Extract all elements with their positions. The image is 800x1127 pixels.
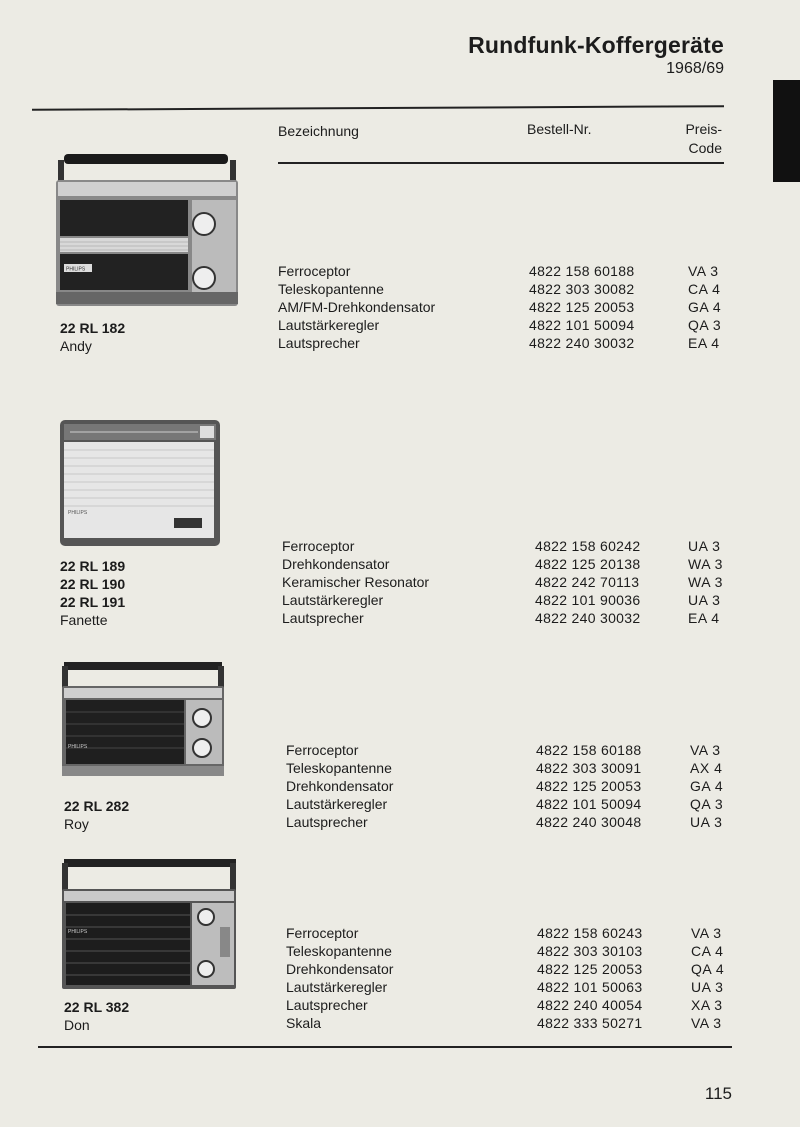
price-code: UA 3 [688, 592, 721, 608]
model-code: 22 RL 190 [60, 576, 126, 592]
model-code: 22 RL 382 [64, 999, 130, 1015]
model-block-roy [64, 797, 129, 833]
radio-brand-label-andy: PHILIPS [66, 266, 86, 273]
part-row [286, 813, 732, 831]
price-code: EA 4 [688, 335, 720, 351]
price-code: XA 3 [691, 997, 723, 1013]
parts-list-roy [286, 741, 732, 831]
column-header-code-line2: Code [688, 140, 722, 156]
price-code: VA 3 [690, 742, 721, 758]
part-number: 4822 333 50271 [537, 1015, 643, 1031]
price-code: AX 4 [690, 760, 723, 776]
part-row [286, 978, 732, 996]
part-number: 4822 101 50063 [537, 979, 643, 995]
part-row [278, 334, 728, 352]
column-header-code-line1: Preis- [685, 121, 722, 137]
part-name: Teleskopantenne [278, 281, 384, 297]
part-number: 4822 242 70113 [535, 574, 640, 590]
part-name: Ferroceptor [282, 538, 355, 554]
part-number: 4822 101 50094 [536, 796, 642, 812]
model-block-fanette [60, 557, 125, 629]
column-header-number: Bestell-Nr. [527, 121, 592, 137]
radio-photo-fanette [58, 418, 222, 548]
thumb-index-tab [773, 80, 800, 182]
part-row [278, 262, 728, 280]
model-code: 22 RL 189 [60, 558, 126, 574]
part-row [282, 609, 732, 627]
part-name: Drehkondensator [286, 961, 394, 977]
parts-list-fanette [282, 537, 732, 627]
page-title: Rundfunk-Koffergeräte [468, 32, 724, 58]
part-name: Teleskopantenne [286, 943, 392, 959]
part-name: Lautsprecher [286, 997, 368, 1013]
part-number: 4822 158 60242 [535, 538, 641, 554]
part-name: Teleskopantenne [286, 760, 392, 776]
part-name: Ferroceptor [286, 742, 359, 758]
part-name: Lautsprecher [278, 335, 360, 351]
radio-photo-roy [60, 660, 226, 778]
part-number: 4822 158 60188 [536, 742, 642, 758]
part-number: 4822 240 40054 [537, 997, 643, 1013]
bottom-rule [38, 1046, 732, 1048]
radio-brand-label-don: PHILIPS [68, 929, 88, 935]
model-code: 22 RL 191 [60, 594, 126, 610]
parts-list-andy [278, 262, 728, 352]
price-code: VA 3 [691, 925, 722, 941]
column-header-code [650, 120, 722, 158]
part-number: 4822 125 20053 [537, 961, 643, 977]
part-number: 4822 240 30048 [536, 814, 642, 830]
part-number: 4822 240 30032 [535, 610, 641, 626]
page-subtitle-year: 1968/69 [666, 60, 724, 77]
column-header-name: Bezeichnung [278, 123, 359, 139]
part-number: 4822 303 30091 [536, 760, 642, 776]
part-name: Lautsprecher [282, 610, 364, 626]
part-row [286, 777, 732, 795]
part-name: Keramischer Resonator [282, 574, 430, 590]
part-row [286, 960, 732, 978]
radio-brand-label-fanette: PHILIPS [68, 510, 88, 516]
page-number: 115 [704, 1084, 732, 1103]
part-name: Lautstärkeregler [282, 592, 384, 608]
part-number: 4822 303 30103 [537, 943, 643, 959]
part-row [282, 573, 732, 591]
part-number: 4822 158 60243 [537, 925, 643, 941]
price-code: GA 4 [688, 299, 722, 315]
part-name: AM/FM-Drehkondensator [278, 299, 436, 315]
part-number: 4822 101 50094 [529, 317, 635, 333]
header-rule [278, 162, 724, 164]
price-code: QA 3 [690, 796, 724, 812]
price-code: EA 4 [688, 610, 720, 626]
part-name: Lautstärkeregler [278, 317, 380, 333]
part-number: 4822 101 90036 [535, 592, 641, 608]
parts-list-don [286, 924, 732, 1032]
radio-photo-andy [54, 152, 240, 308]
model-code: 22 RL 282 [64, 798, 130, 814]
part-row [278, 298, 728, 316]
price-code: WA 3 [688, 556, 723, 572]
model-name: Andy [60, 338, 92, 354]
part-row [286, 1014, 732, 1032]
part-row [286, 795, 732, 813]
price-code: GA 4 [690, 778, 724, 794]
radio-brand-label-roy: PHILIPS [68, 744, 88, 750]
part-row [286, 741, 732, 759]
part-number: 4822 158 60188 [529, 263, 635, 279]
part-row [282, 537, 732, 555]
part-name: Ferroceptor [286, 925, 359, 941]
part-row [286, 924, 732, 942]
part-row [282, 591, 732, 609]
part-number: 4822 125 20138 [535, 556, 641, 572]
price-code: VA 3 [688, 263, 719, 279]
model-name: Don [64, 1017, 90, 1033]
price-code: CA 4 [688, 281, 721, 297]
price-code: UA 3 [688, 538, 721, 554]
part-name: Drehkondensator [286, 778, 394, 794]
part-name: Drehkondensator [282, 556, 390, 572]
radio-photo-don [60, 857, 238, 991]
part-name: Ferroceptor [278, 263, 351, 279]
price-code: QA 3 [688, 317, 722, 333]
price-code: CA 4 [691, 943, 724, 959]
price-code: VA 3 [691, 1015, 722, 1031]
price-code: QA 4 [691, 961, 725, 977]
part-number: 4822 125 20053 [536, 778, 642, 794]
top-rule [32, 105, 724, 111]
model-code: 22 RL 182 [60, 320, 126, 336]
part-row [282, 555, 732, 573]
part-row [278, 316, 728, 334]
part-name: Lautstärkeregler [286, 796, 388, 812]
model-name: Fanette [60, 612, 108, 628]
part-name: Lautstärkeregler [286, 979, 388, 995]
model-block-don [64, 998, 129, 1034]
part-number: 4822 125 20053 [529, 299, 635, 315]
model-name: Roy [64, 816, 89, 832]
part-name: Skala [286, 1015, 322, 1031]
part-row [278, 280, 728, 298]
price-code: WA 3 [688, 574, 723, 590]
price-code: UA 3 [690, 814, 723, 830]
part-row [286, 996, 732, 1014]
part-number: 4822 303 30082 [529, 281, 635, 297]
price-code: UA 3 [691, 979, 724, 995]
part-number: 4822 240 30032 [529, 335, 635, 351]
part-row [286, 759, 732, 777]
part-row [286, 942, 732, 960]
part-name: Lautsprecher [286, 814, 368, 830]
model-block-andy [60, 319, 125, 355]
